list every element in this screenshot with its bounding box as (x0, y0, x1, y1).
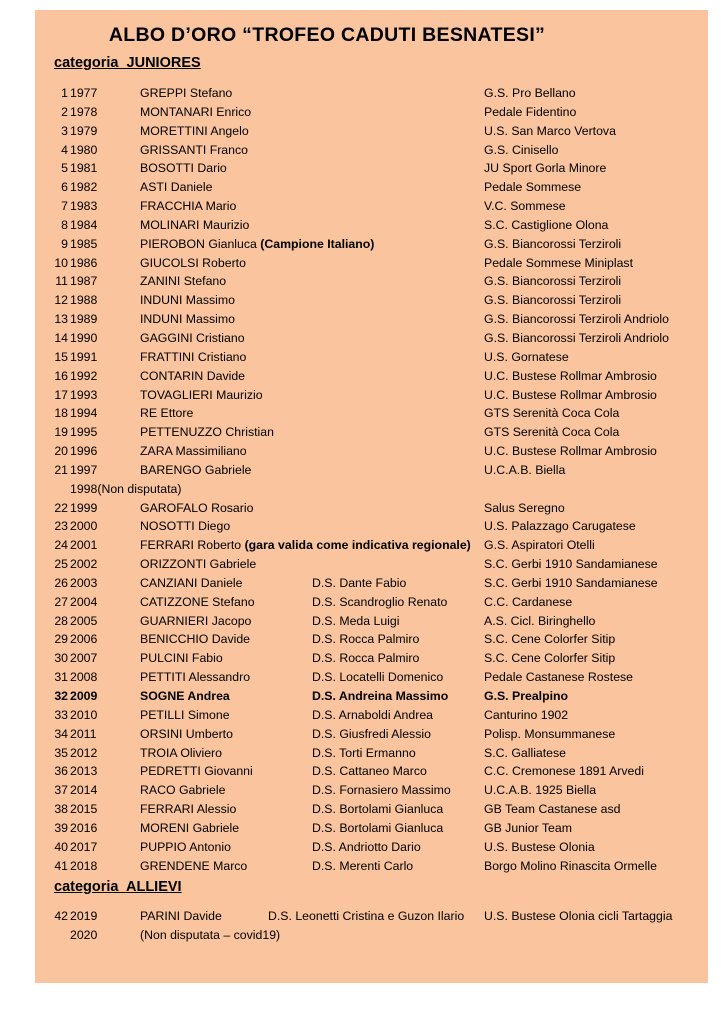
sports-director: D.S. Arnaboldi Andrea (312, 707, 433, 722)
winner-name-text: GREPPI Stefano (140, 86, 233, 100)
winner-note: (Campione Italiano) (260, 236, 375, 251)
row-year: 2006 (70, 632, 98, 647)
winner-name-text: PEDRETTI Giovanni (140, 764, 253, 779)
winner-name-text: FRATTINI Cristiano (140, 349, 247, 364)
row-year: 1987 (70, 274, 98, 289)
team-name: U.S. San Marco Vertova (484, 123, 616, 138)
table-row (0, 348, 724, 367)
table-row (0, 461, 724, 480)
team-name: GTS Serenità Coca Cola (484, 406, 620, 421)
winner-name-text: TROIA Oliviero (140, 745, 222, 760)
winner-name-text: PIEROBON Gianluca (140, 236, 257, 251)
winner-name-text: ORSINI Umberto (140, 726, 233, 741)
row-number: 30 (54, 651, 68, 666)
winner-name-text: PULCINI Fabio (140, 651, 223, 666)
table-row (0, 517, 724, 536)
row-number: 40 (54, 839, 68, 854)
winner-name (140, 926, 280, 945)
winner-name-text: CANZIANI Daniele (140, 575, 243, 590)
winner-name-text: NOSOTTI Diego (140, 519, 231, 534)
winner-name-text: RE Ettore (140, 406, 194, 421)
winner-name-text: PETTENUZZO Christian (140, 425, 274, 440)
table-row (0, 84, 724, 103)
team-name: G.S. Biancorossi Terziroli (484, 274, 622, 289)
winner-name-text: RACO Gabriele (140, 783, 226, 798)
allievi-winners-list (0, 907, 724, 945)
team-name: C.C. Cardanese (484, 594, 573, 609)
row-number: 36 (54, 764, 68, 779)
table-row (0, 216, 724, 235)
table-row (0, 857, 724, 876)
row-year: 2001 (70, 538, 98, 553)
table-row (0, 254, 724, 273)
table-row (0, 744, 724, 763)
note-text: 1998(Non disputata) (70, 481, 182, 496)
table-row (0, 103, 724, 122)
table-row (0, 687, 724, 706)
team-name: GTS Serenità Coca Cola (484, 425, 620, 440)
winner-name-text: FERRARI Roberto (140, 538, 242, 553)
winner-name-text: MOLINARI Maurizio (140, 217, 250, 232)
row-number: 12 (54, 293, 68, 308)
row-number: 11 (55, 274, 68, 289)
table-row (0, 386, 724, 405)
row-year: 1991 (70, 349, 98, 364)
row-number: 14 (54, 330, 68, 345)
team-name: S.C. Cene Colorfer Sitip (484, 651, 616, 666)
team-name: Canturino 1902 (484, 707, 569, 722)
row-year: 2014 (70, 783, 98, 798)
table-row (0, 310, 724, 329)
winner-name (140, 197, 236, 216)
winner-name (140, 216, 249, 235)
table-row (0, 725, 724, 744)
row-number: 31 (54, 670, 68, 685)
winner-name (140, 687, 230, 706)
winner-name (140, 668, 250, 687)
team-name: U.C. Bustese Rollmar Ambrosio (484, 387, 657, 402)
row-number: 5 (61, 161, 68, 176)
winner-name (140, 857, 247, 876)
row-number: 6 (61, 180, 68, 195)
table-row (0, 907, 724, 926)
row-number: 3 (61, 123, 68, 138)
table-row (0, 536, 724, 555)
winner-name (140, 517, 230, 536)
table-row (0, 499, 724, 518)
winner-name (140, 612, 251, 631)
winner-note: (gara valida come indicativa regionale) (244, 538, 471, 553)
winner-name (140, 367, 245, 386)
team-name: U.S. Bustese Olonia (484, 839, 595, 854)
team-name: U.C.A.B. 1925 Biella (484, 783, 597, 798)
table-row (0, 630, 724, 649)
team-name: S.C. Gerbi 1910 Sandamianese (484, 575, 658, 590)
row-number: 27 (54, 594, 68, 609)
table-row (0, 272, 724, 291)
sports-director: D.S. Torti Ermanno (312, 745, 416, 760)
row-number: 23 (54, 519, 68, 534)
sports-director: D.S. Bortolami Gianluca (312, 820, 444, 835)
sports-director: D.S. Cattaneo Marco (312, 764, 427, 779)
winner-name-text: PARINI Davide (140, 909, 222, 923)
table-row (0, 291, 724, 310)
document-title: ALBO D’ORO “TROFEO CADUTI BESNATESI” (108, 24, 546, 46)
table-row (0, 781, 724, 800)
row-number: 18 (54, 406, 68, 421)
row-number: 35 (54, 745, 68, 760)
row-year: 1983 (70, 199, 98, 214)
team-name: S.C. Gerbi 1910 Sandamianese (484, 557, 658, 572)
row-number: 32 (54, 689, 68, 703)
team-name: Pedale Fidentino (484, 104, 577, 119)
winner-name-text: CONTARIN Davide (140, 368, 245, 383)
winner-name (140, 555, 256, 574)
winner-name-text: INDUNI Massimo (140, 312, 235, 327)
team-name: Polisp. Monsummanese (484, 726, 616, 741)
row-number: 10 (54, 255, 68, 270)
table-row (0, 612, 724, 631)
row-year: 1986 (70, 255, 98, 270)
row-year: 2013 (70, 764, 98, 779)
winner-name (140, 800, 236, 819)
winner-name-text: GUARNIERI Jacopo (140, 613, 252, 628)
row-number: 20 (54, 444, 68, 459)
team-name: U.C. Bustese Rollmar Ambrosio (484, 444, 657, 459)
winner-name-text: CATIZZONE Stefano (140, 594, 255, 609)
winner-name-text: GRENDENE Marco (140, 858, 248, 873)
row-number: 22 (54, 500, 68, 515)
winner-name-text: ZANINI Stefano (140, 274, 227, 289)
row-number: 15 (54, 349, 68, 364)
row-year: 2007 (70, 651, 98, 666)
row-year: 2019 (70, 909, 98, 923)
row-number: 38 (54, 802, 68, 817)
winner-name-text: GIUCOLSI Roberto (140, 255, 246, 270)
row-year: 2020 (70, 927, 98, 942)
team-name: V.C. Sommese (484, 199, 566, 214)
sports-director: D.S. Leonetti Cristina e Guzon Ilario (268, 909, 465, 923)
winner-name-text: FERRARI Alessio (140, 802, 237, 817)
winner-name (140, 819, 239, 838)
row-year: 1999 (70, 500, 98, 515)
sports-director: D.S. Merenti Carlo (312, 858, 414, 873)
row-year: 1993 (70, 387, 98, 402)
table-row (0, 800, 724, 819)
juniores-winners-list (0, 84, 724, 875)
row-number: 21 (54, 462, 68, 477)
table-row (0, 404, 724, 423)
row-year: 1990 (70, 330, 98, 345)
row-year: 1985 (70, 236, 98, 251)
winner-name (140, 272, 226, 291)
winner-name-text: MONTANARI Enrico (140, 104, 252, 119)
table-row (0, 593, 724, 612)
winner-name (140, 159, 227, 178)
sports-director: D.S. Andreina Massimo (312, 689, 449, 703)
row-year: 2012 (70, 745, 98, 760)
team-name: C.C. Cremonese 1891 Arvedi (484, 764, 644, 779)
table-row (0, 838, 724, 857)
row-number: 33 (54, 707, 68, 722)
sports-director: D.S. Fornasiero Massimo (312, 783, 451, 798)
winner-name (140, 329, 245, 348)
sports-director: D.S. Meda Luigi (312, 613, 400, 628)
row-number: 26 (54, 575, 68, 590)
table-row (0, 122, 724, 141)
winner-name-text: TOVAGLIERI Maurizio (140, 387, 263, 402)
row-year: 1978 (70, 104, 98, 119)
table-row (0, 762, 724, 781)
table-row (0, 819, 724, 838)
row-year: 1989 (70, 312, 98, 327)
team-name: U.S. Palazzago Carugatese (484, 519, 636, 534)
row-year: 1979 (70, 123, 98, 138)
row-year: 1982 (70, 180, 98, 195)
winner-name-text: BARENGO Gabriele (140, 462, 252, 477)
team-name: G.S. Prealpino (484, 689, 569, 703)
winner-name (140, 744, 222, 763)
winner-name-text: MORETTINI Angelo (140, 123, 249, 138)
winner-name-text: PUPPIO Antonio (140, 839, 231, 854)
team-name: S.C. Galliatese (484, 745, 567, 760)
team-name: Pedale Sommese Miniplast (484, 255, 633, 270)
team-name: Pedale Sommese (484, 180, 582, 195)
winner-name-text: ZARA Massimiliano (140, 444, 247, 459)
team-name: U.S. Gornatese (484, 349, 569, 364)
row-number: 4 (61, 142, 68, 157)
table-row (0, 141, 724, 160)
winner-name-text: MORENI Gabriele (140, 820, 240, 835)
row-year: 2004 (70, 594, 98, 609)
table-row (0, 197, 724, 216)
sports-director: D.S. Andriotto Dario (312, 839, 421, 854)
table-row (0, 442, 724, 461)
row-year: 2005 (70, 613, 98, 628)
table-row (0, 329, 724, 348)
winner-name (140, 254, 246, 273)
team-name: S.C. Cene Colorfer Sitip (484, 632, 616, 647)
winner-name (140, 103, 251, 122)
table-row (0, 926, 724, 945)
row-year: 2016 (70, 820, 98, 835)
team-name: G.S. Aspiratori Otelli (484, 538, 595, 553)
team-name: U.C. Bustese Rollmar Ambrosio (484, 368, 657, 383)
winner-name (140, 706, 230, 725)
row-number: 17 (54, 387, 68, 402)
row-year: 2009 (70, 689, 98, 703)
row-number: 34 (54, 726, 68, 741)
sports-director: D.S. Dante Fabio (312, 575, 407, 590)
sports-director: D.S. Bortolami Gianluca (312, 802, 444, 817)
row-year: 2002 (70, 557, 98, 572)
winner-name (140, 404, 193, 423)
row-year: 1995 (70, 425, 98, 440)
winner-name-text: GRISSANTI Franco (140, 142, 248, 157)
winner-name (140, 536, 471, 555)
row-year: 1984 (70, 217, 98, 232)
table-row (0, 706, 724, 725)
winner-name-text: (Non disputata – covid19) (140, 927, 281, 942)
winner-name-text: PETTITI Alessandro (140, 670, 251, 685)
winner-name (140, 630, 250, 649)
row-number: 13 (54, 312, 68, 327)
row-year: 1980 (70, 142, 98, 157)
row-number: 37 (54, 783, 68, 798)
winner-name (140, 141, 248, 160)
winner-name (140, 838, 231, 857)
team-name: GB Team Castanese asd (484, 802, 621, 817)
row-year: 2008 (70, 670, 98, 685)
sports-director: D.S. Scandroglio Renato (312, 594, 448, 609)
row-year: 1992 (70, 368, 98, 383)
team-name: JU Sport Gorla Minore (484, 161, 607, 176)
winner-name-text: PETILLI Simone (140, 707, 230, 722)
winner-name (140, 574, 243, 593)
sports-director: D.S. Rocca Palmiro (312, 632, 420, 647)
team-name: G.S. Biancorossi Terziroli (484, 293, 622, 308)
row-number: 41 (54, 858, 68, 873)
table-row (0, 159, 724, 178)
row-year: 1994 (70, 406, 98, 421)
team-name: U.S. Bustese Olonia cicli Tartaggia (484, 909, 673, 923)
row-number: 42 (54, 909, 68, 923)
table-row (0, 367, 724, 386)
row-number: 25 (54, 557, 68, 572)
team-name: Pedale Castanese Rostese (484, 670, 634, 685)
row-year: 2017 (70, 839, 98, 854)
winner-name (140, 461, 251, 480)
row-year: 2003 (70, 575, 98, 590)
winner-name (140, 348, 246, 367)
table-row (0, 235, 724, 254)
winner-name (140, 725, 233, 744)
row-year: 2011 (70, 726, 97, 741)
sports-director: D.S. Rocca Palmiro (312, 651, 420, 666)
table-row (0, 668, 724, 687)
row-year: 1996 (70, 444, 98, 459)
team-name: S.C. Castiglione Olona (484, 217, 609, 232)
row-year: 1977 (70, 86, 98, 100)
row-number: 28 (54, 613, 68, 628)
row-number: 16 (54, 368, 68, 383)
winner-name-text: INDUNI Massimo (140, 293, 235, 308)
row-number: 9 (61, 236, 68, 251)
winner-name (140, 593, 255, 612)
row-year: 2000 (70, 519, 98, 534)
winner-name (140, 499, 253, 518)
table-row (0, 480, 724, 499)
row-year: 1988 (70, 293, 98, 308)
team-name: Salus Seregno (484, 500, 565, 515)
row-year: 1997 (70, 462, 98, 477)
team-name: G.S. Pro Bellano (484, 86, 576, 100)
row-year: 2018 (70, 858, 98, 873)
winner-name-text: FRACCHIA Mario (140, 199, 237, 214)
team-name: A.S. Cicl. Biringhello (484, 613, 596, 628)
row-number: 39 (54, 820, 68, 835)
winner-name-text: BOSOTTI Dario (140, 161, 227, 176)
winner-name (140, 84, 232, 103)
winner-name (140, 178, 212, 197)
table-row (0, 555, 724, 574)
row-number: 8 (61, 217, 68, 232)
table-row (0, 423, 724, 442)
winner-name (140, 442, 247, 461)
team-name: G.S. Biancorossi Terziroli Andriolo (484, 330, 669, 345)
winner-name (140, 762, 253, 781)
team-name: G.S. Cinisello (484, 142, 559, 157)
row-number: 29 (54, 632, 68, 647)
row-year: 2015 (70, 802, 98, 817)
table-row (0, 178, 724, 197)
row-year: 2010 (70, 707, 98, 722)
sports-director: D.S. Giusfredi Alessio (312, 726, 431, 741)
row-number: 2 (61, 104, 68, 119)
winner-name (140, 907, 222, 926)
row-year: 1981 (70, 161, 98, 176)
winner-name-text: BENICCHIO Davide (140, 632, 251, 647)
table-row (0, 649, 724, 668)
winner-name-text: GAROFALO Rosario (140, 500, 254, 515)
row-number: 24 (54, 538, 68, 553)
sports-director: D.S. Locatelli Domenico (312, 670, 444, 685)
team-name: GB Junior Team (484, 820, 572, 835)
winner-name (140, 291, 235, 310)
winner-name (140, 781, 225, 800)
winner-name-text: ORIZZONTI Gabriele (140, 557, 257, 572)
row-number: 7 (61, 199, 68, 214)
row-number: 1 (61, 86, 68, 100)
winner-name (140, 386, 263, 405)
winner-name (140, 235, 374, 254)
category-allievi-heading: categoria ALLIEVI (54, 879, 182, 895)
winner-name-text: SOGNE Andrea (140, 689, 230, 703)
winner-name-text: ASTI Daniele (140, 180, 213, 195)
team-name: U.C.A.B. Biella (484, 462, 566, 477)
winner-name (140, 423, 274, 442)
table-row (0, 574, 724, 593)
winner-name (140, 122, 249, 141)
winner-name-text: GAGGINI Cristiano (140, 330, 245, 345)
team-name: G.S. Biancorossi Terziroli (484, 236, 622, 251)
winner-name (140, 649, 223, 668)
row-number: 19 (54, 425, 68, 440)
team-name: Borgo Molino Rinascita Ormelle (484, 858, 657, 873)
team-name: G.S. Biancorossi Terziroli Andriolo (484, 312, 669, 327)
winner-name (140, 310, 235, 329)
category-juniores-heading: categoria JUNIORES (54, 55, 201, 71)
